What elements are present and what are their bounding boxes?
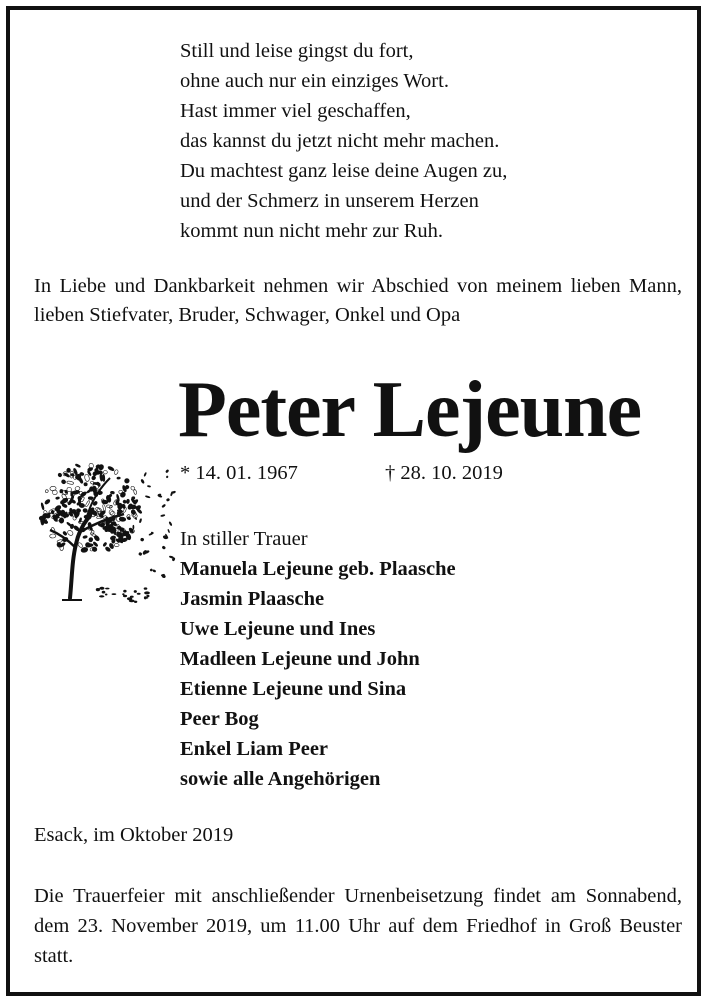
tree-icon	[32, 448, 180, 606]
poem-line: Hast immer viel geschaffen,	[180, 100, 411, 122]
mourner-name: Uwe Lejeune und Ines	[180, 618, 376, 640]
deceased-name: Peter Lejeune	[178, 366, 642, 454]
life-dates	[180, 462, 503, 485]
obituary-frame	[6, 6, 701, 996]
mourner-name: Manuela Lejeune geb. Plaasche	[180, 558, 456, 580]
poem-line: Still und leise gingst du fort,	[180, 40, 414, 62]
mourner-name: Peer Bog	[180, 708, 259, 730]
mourners-heading: In stiller Trauer	[180, 528, 308, 550]
poem-line: kommt nun nicht mehr zur Ruh.	[180, 220, 444, 242]
mourner-name: sowie alle Angehörigen	[180, 768, 381, 790]
birth-date: * 14. 01. 1967	[180, 462, 298, 484]
place-date: Esack, im Oktober 2019	[34, 824, 234, 846]
poem	[180, 36, 507, 246]
poem-line: Du machtest ganz leise deine Augen zu,	[180, 160, 508, 182]
poem-line: das kannst du jetzt nicht mehr machen.	[180, 130, 500, 152]
mourners-block	[180, 524, 456, 794]
death-date: † 28. 10. 2019	[385, 462, 503, 484]
poem-line: und der Schmerz in unserem Herzen	[180, 190, 479, 212]
ceremony-text: Die Trauerfeier mit anschließender Urnenbeisetzung findet am Sonnabend, dem 23. November 2019, um 11.00 Uhr auf dem Friedhof in Groß Beuster statt.	[34, 885, 682, 967]
mourner-name: Enkel Liam Peer	[180, 738, 329, 760]
intro-text: In Liebe und Dankbarkeit nehmen wir Abschied von meinem lieben Mann, lieben Stiefvater, Bruder, Schwager, Onkel und Opa	[34, 275, 682, 326]
poem-line: ohne auch nur ein einziges Wort.	[180, 70, 449, 92]
mourner-name: Madleen Lejeune und John	[180, 648, 420, 670]
mourner-name: Etienne Lejeune und Sina	[180, 678, 407, 700]
mourner-name: Jasmin Plaasche	[180, 588, 325, 610]
